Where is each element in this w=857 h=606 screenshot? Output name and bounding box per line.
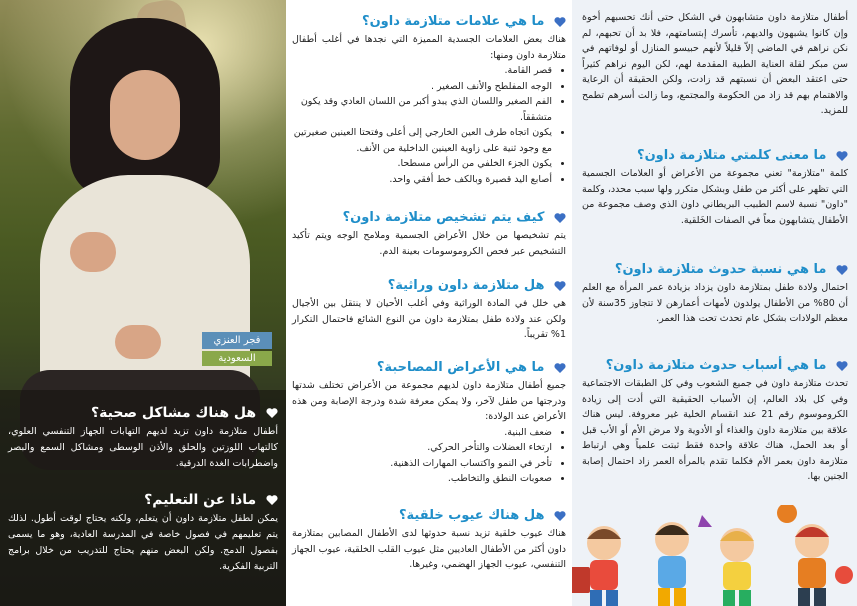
hereditary-body: هي خلل في المادة الوراثية وفي أغلب الأحيان لا ينتقل بين الأجيال ولكن عند ولادة طفل بمتلازمة داون من النوع الشائع فاحتمال التكرار 1% تقريباً. xyxy=(292,298,566,340)
defects-body: هناك عيوب خلقية تزيد نسبة حدوثها لدى الأطفال المصابين بمتلازمة داون أكثر من الأطفال العاديين مثل عيوب القلب الخلقية، عيوب الجهاز التنفسي، عيوب الجهاز الهضمي، وغيرها. xyxy=(292,528,566,570)
signs-intro: هناك بعض العلامات الجسدية المميزة التي نجدها في أغلب أطفال متلازمة داون ومنها: xyxy=(292,34,566,61)
health-section xyxy=(8,405,278,472)
section-heading xyxy=(582,148,848,163)
list-item: • تأخر في النمو واكتساب المهارات الذهنية. xyxy=(292,456,552,472)
middle-column xyxy=(292,0,566,606)
caption-name: فجر العنزي xyxy=(202,332,272,349)
list-item: • ضعف البنية. xyxy=(292,425,552,441)
right-column xyxy=(572,0,857,606)
heart-icon xyxy=(554,362,566,374)
list-item: • صعوبات النطق والتخاطب. xyxy=(292,471,552,487)
diagnosis-body: يتم تشخيصها من خلال الأعراض الجسمية وملامح الوجه ويتم تأكيد التشخيص عبر فحص الكروموسومات بعينة الدم. xyxy=(292,230,566,257)
kids-illustration xyxy=(572,505,857,606)
section-heading xyxy=(582,262,848,277)
hereditary-section xyxy=(292,278,566,343)
causes-section xyxy=(582,358,848,485)
hereditary-title: هل متلازمة داون وراثية؟ xyxy=(387,278,545,293)
heart-icon xyxy=(554,212,566,224)
section-heading xyxy=(292,360,566,375)
heart-icon xyxy=(266,494,278,506)
rate-body: احتمال ولادة طفل بمتلازمة داون يزداد بزيادة عمر المرأة مع العلم أن 80% من الأطفال يولدون لأمهات أعمارهن لا تتجاوز 35سنة لأن معظم الولادات بشكل عام تحدث تحت هذا العمر. xyxy=(582,282,848,324)
signs-section xyxy=(292,14,566,187)
education-section xyxy=(8,492,278,575)
meaning-section xyxy=(582,148,848,228)
symptoms-intro: جميع أطفال متلازمة داون لديهم مجموعة من الأعراض تختلف شدتها ودرجتها من طفل لآخر، ولا يمكن معرفة شدة ودرجة الإصابة ومن هذه الأعراض عند الولادة: xyxy=(292,380,566,422)
rate-section xyxy=(582,262,848,327)
heart-icon xyxy=(554,280,566,292)
photo-child-face xyxy=(110,70,180,160)
signs-list xyxy=(292,63,566,187)
health-title: هل هناك مشاكل صحية؟ xyxy=(91,405,257,421)
defects-title: هل هناك عيوب خلقية؟ xyxy=(398,508,545,523)
list-item: • يكون اتجاه طرف العين الخارجي إلى أعلى وفتحتا العينين صغيرتين مع وجود ثنية على زاوية العينين الداخلية من الأنف. xyxy=(292,125,552,156)
diagnosis-section xyxy=(292,210,566,259)
symptoms-section xyxy=(292,360,566,487)
intro-body: أطفال متلازمة داون متشابهون في الشكل حتى أنك تحسبهم أخوة وإن كانوا يشبهون والديهم، تأسرك إبتسامتهم، فلا بد أن تحبهم، لم نكن نراهم في الماضي إلاّ قليلاً لأنهم حبيسو المنازل أو لوفاتهم في سن مبكر لقلة العناية الطبية المقدمة لهم، لكن اليوم نراهم كثيراً حتى اعتقد البعض أن نسبتهم قد زادت، ولكن الحقيقة أن الرعاية والاهتمام بهم قد زاد من الحكومة والمجتمع، وما زالت أسرهم تطمح للمزيد. xyxy=(582,12,848,116)
heart-icon xyxy=(266,407,278,419)
section-heading xyxy=(8,492,278,508)
section-heading xyxy=(8,405,278,421)
diagnosis-title: كيف يتم تشخيص متلازمة داون؟ xyxy=(342,210,545,225)
list-item: • ارتخاء العضلات والتأخر الحركي. xyxy=(292,440,552,456)
list-item: • الفم الصغير واللسان الذي يبدو أكبر من اللسان العادي وقد يكون متشققاً. xyxy=(292,94,552,125)
signs-title: ما هي علامات متلازمة داون؟ xyxy=(362,14,545,29)
intro-section xyxy=(582,10,848,119)
caption-country: السعودية xyxy=(202,351,272,366)
section-heading xyxy=(292,14,566,29)
heart-icon xyxy=(836,150,848,162)
meaning-title: ما معنى كلمتي متلازمة داون؟ xyxy=(637,148,827,163)
symptoms-title: ما هي الأعراض المصاحبة؟ xyxy=(376,360,545,375)
list-item: • أصابع اليد قصيرة وبالكف خط أفقي واحد. xyxy=(292,172,552,188)
causes-body: تحدث متلازمة داون في جميع الشعوب وفي كل الطبقات الاجتماعية وفي كل بلاد العالم، إن الأسباب الحقيقية التي أدت إلى زيادة الكروموسوم رقم 21 عند انقسام الخلية غير معروفة. ليس هناك علاقة بين متلازمة داون والغذاء أو الأدوية ولا مرض الأم أو الأب قبل أو بعد الحمل، هناك علاقة واحدة فقط ثبتت علمياً وهي ارتباط متلازمة داون بعمر الأم فكلما تقدم بالمرأة العمر زاد احتمال إصابة الجنين بها. xyxy=(582,378,848,482)
education-title: ماذا عن التعليم؟ xyxy=(144,492,257,508)
list-item: • الوجه المفلطح والأنف الصغير . xyxy=(292,79,552,95)
photo-panel xyxy=(0,0,286,606)
photo-child-hand xyxy=(70,232,116,272)
photo-child-hand xyxy=(115,325,161,359)
list-item: • يكون الجزء الخلفي من الرأس مسطحا. xyxy=(292,156,552,172)
photo-caption xyxy=(202,332,272,366)
section-heading xyxy=(292,210,566,225)
section-heading xyxy=(292,278,566,293)
section-heading xyxy=(582,358,848,373)
causes-title: ما هي أسباب حدوث متلازمة داون؟ xyxy=(605,358,827,373)
defects-section xyxy=(292,508,566,573)
heart-icon xyxy=(836,360,848,372)
heart-icon xyxy=(554,16,566,28)
symptoms-list xyxy=(292,425,566,487)
heart-icon xyxy=(836,264,848,276)
heart-icon xyxy=(554,510,566,522)
list-item: • قصر القامة. xyxy=(292,63,552,79)
health-body: أطفال متلازمة داون تزيد لديهم التهابات الجهاز التنفسي العلوي، كالتهاب اللوزتين والحلق والأذن الوسطى ومشاكل السمع والبصر واضطرابات الغدة الدرقية. xyxy=(8,426,278,469)
education-body: يمكن لطفل متلازمة داون أن يتعلم، ولكنه يحتاج لوقت أطول. لذلك يتم تعليمهم في فصول خاصة في المدرسة العادية، وهو ما يسمى بفصول الدمج. ولكن البعض منهم يحتاج للتدريب من خلال برامج التربية الفكرية. xyxy=(8,513,278,572)
meaning-body: كلمة "متلازمة" تعني مجموعة من الأعراض أو العلامات الجسمية التي تظهر على أكثر من طفل وبشكل متكرر ولها سبب محدد، وكلمة "داون" نسبة لاسم الطبيب البريطاني داون الذي وصف مجموعة من الأطفال يتشابهون معاً في الصفات الخَلقية. xyxy=(582,168,848,226)
section-heading xyxy=(292,508,566,523)
rate-title: ما هي نسبة حدوث متلازمة داون؟ xyxy=(614,262,827,277)
